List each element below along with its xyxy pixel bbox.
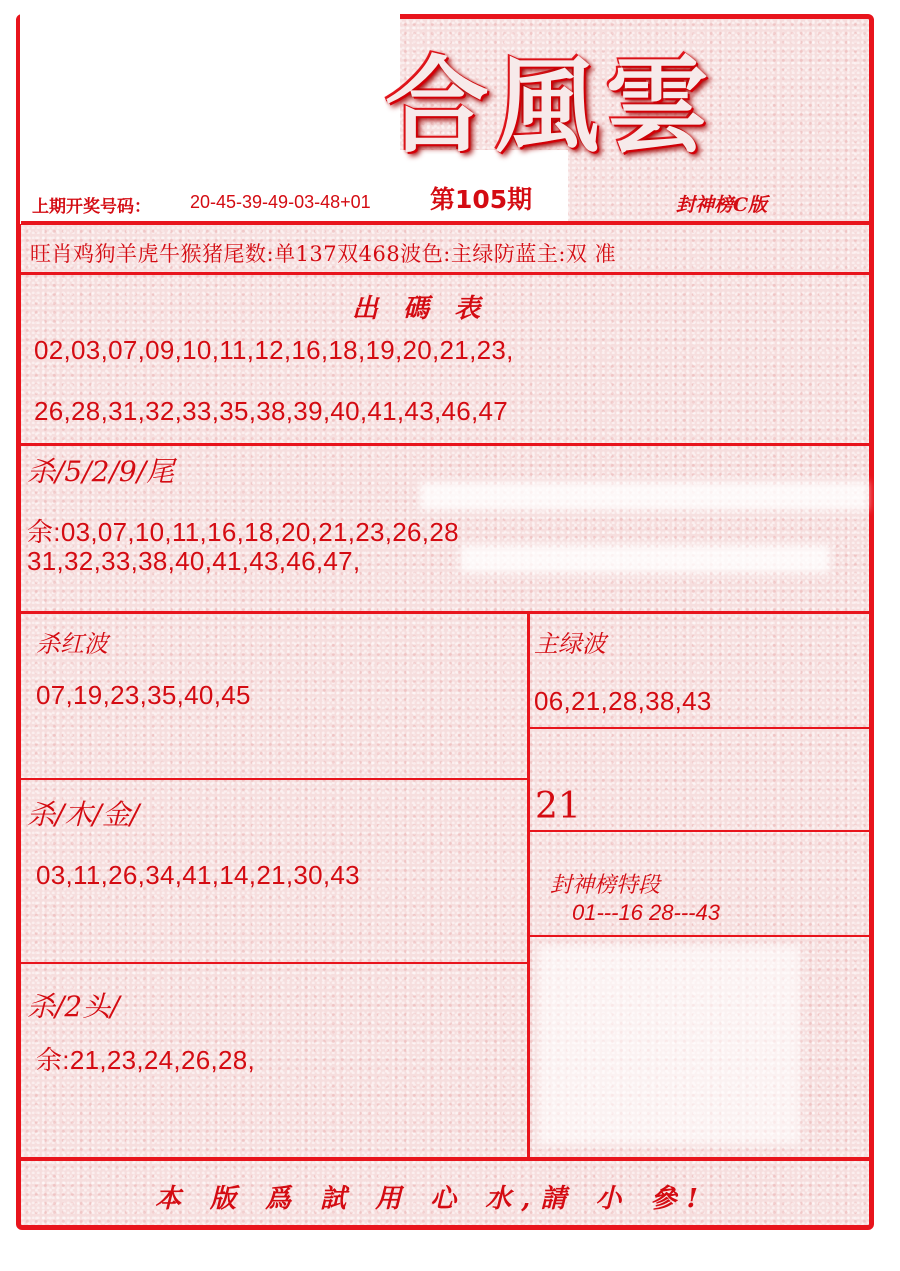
divider-left-1	[21, 778, 529, 780]
fengshen-range: 01---16 28---43	[572, 900, 720, 925]
edition-label: 封神榜C版	[676, 194, 768, 216]
code-table-line-2: 26,28,31,32,33,35,38,39,40,41,43,46,47	[34, 396, 509, 426]
last-draw-numbers: 20-45-39-49-03-48+01	[190, 192, 371, 212]
divider-right-1	[529, 727, 869, 729]
divider-header	[21, 221, 869, 225]
blurred-image-area	[538, 945, 800, 1145]
logo-text: 合風雲	[385, 44, 716, 167]
fengshen-title: 封神榜特段	[550, 873, 661, 898]
issue-label: 第105期	[430, 185, 533, 214]
divider-info	[21, 272, 869, 275]
divider-right-2	[529, 830, 869, 832]
code-table-title: 出 碼 表	[352, 294, 489, 324]
divider-vertical	[527, 612, 530, 1158]
main-green-numbers: 06,21,28,38,43	[534, 686, 712, 716]
faded-overlay-1	[420, 482, 868, 510]
kill-element-numbers: 03,11,26,34,41,14,21,30,43	[36, 860, 360, 890]
kill-red-title: 杀红波	[36, 630, 108, 658]
footer-notice: 本 版 爲 試 用 心 水,請 小 參!	[155, 1184, 708, 1214]
faded-overlay-2	[460, 545, 830, 573]
main-green-title: 主绿波	[534, 630, 606, 658]
divider-left-2	[21, 962, 529, 964]
kill-tail-line-1: 余:03,07,10,11,16,18,20,21,23,26,28	[27, 517, 459, 547]
kill-head-numbers: 余:21,23,24,26,28,	[36, 1045, 256, 1075]
divider-kill-tail	[21, 611, 869, 614]
kill-tail-title: 杀/5/2/9/尾	[27, 455, 175, 488]
kill-head-title: 杀/2头/	[27, 990, 120, 1023]
divider-footer	[21, 1157, 869, 1161]
last-draw-label: 上期开奖号码：	[32, 197, 151, 217]
code-table-line-1: 02,03,07,09,10,11,12,16,18,19,20,21,23,	[34, 335, 514, 365]
divider-right-3	[529, 935, 869, 937]
divider-code-table	[21, 443, 869, 446]
info-line: 旺肖鸡狗羊虎牛猴猪尾数:单137双468波色:主绿防蓝主:双 准	[30, 242, 617, 266]
kill-element-title: 杀/木/金/	[27, 798, 140, 831]
kill-red-numbers: 07,19,23,35,40,45	[36, 680, 251, 710]
kill-tail-line-2: 31,32,33,38,40,41,43,46,47,	[27, 546, 361, 576]
special-number: 21	[535, 786, 581, 827]
